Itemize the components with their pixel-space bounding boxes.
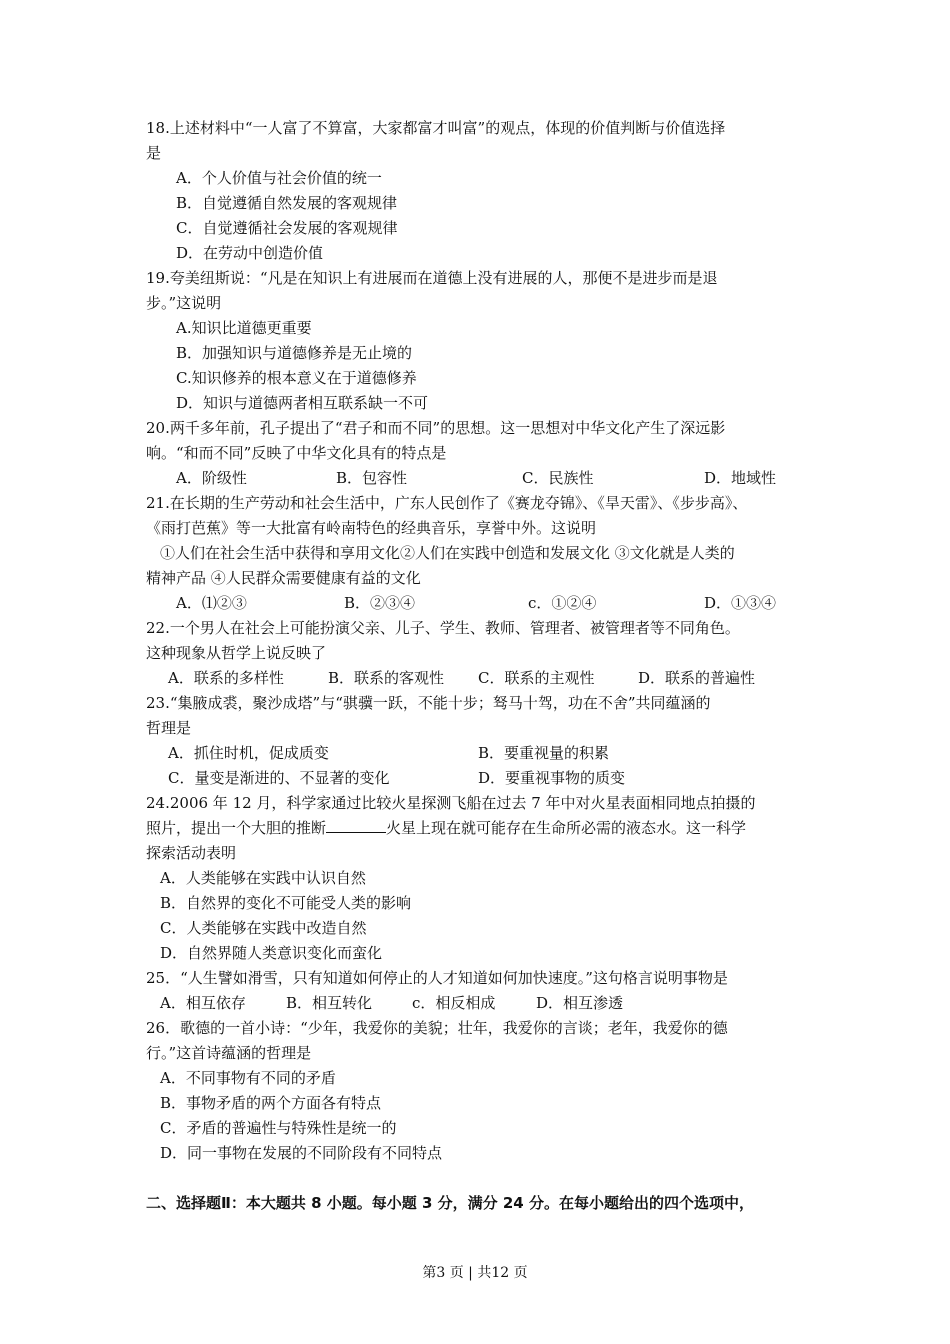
q18-option-b: B．自觉遵循自然发展的客观规律 [176, 194, 398, 212]
q23-option-a: A．抓住时机，促成质变 [168, 744, 329, 762]
q18-option-a: A．个人价值与社会价值的统一 [176, 169, 382, 187]
q25-stem-line1: 25．“人生譬如滑雪，只有知道如何停止的人才知道如何加快速度。”这句格言说明事物是 [146, 969, 728, 987]
q24-option-a: A．人类能够在实践中认识自然 [160, 869, 366, 887]
q20-stem-line2: 响。“和而不同”反映了中华文化具有的特点是 [146, 444, 447, 462]
q26-option-c: C．矛盾的普遍性与特殊性是统一的 [160, 1119, 397, 1137]
q22-option-c: C．联系的主观性 [478, 669, 595, 687]
q20-stem-line1: 20.两千多年前，孔子提出了“君子和而不同”的思想。这一思想对中华文化产生了深远影 [146, 419, 726, 437]
q23-option-c: C．量变是渐进的、不显著的变化 [168, 769, 390, 787]
q19-option-b: B．加强知识与道德修养是无止境的 [176, 344, 413, 362]
q24-option-d: D．自然界随人类意识变化而蛮化 [160, 944, 383, 962]
q26-option-a: A．不同事物有不同的矛盾 [160, 1069, 336, 1087]
q26-stem-line1: 26．歌德的一首小诗：“少年，我爱你的美貌；壮年，我爱你的言谈；老年，我爱你的德 [146, 1019, 728, 1037]
q24-stem-line2 [146, 817, 746, 839]
q23-stem-line2: 哲理是 [146, 719, 192, 737]
q23-option-d: D．要重视事物的质变 [478, 769, 626, 787]
q19-stem-line2: 步。”这说明 [146, 294, 222, 312]
q24-option-c: C．人类能够在实践中改造自然 [160, 919, 367, 937]
q20-option-b: B．包容性 [336, 469, 408, 487]
q25-option-a: A．相互依存 [160, 994, 246, 1012]
q20-option-d: D．地域性 [704, 469, 777, 487]
q19-option-d: D．知识与道德两者相互联系缺一不可 [176, 394, 429, 412]
q21-option-b: B．②③④ [344, 594, 416, 612]
q21-stem-line4: 精神产品 ④人民群众需要健康有益的文化 [146, 569, 421, 587]
q23-stem-line1: 23.“集腋成裘，聚沙成塔”与“骐骥一跃，不能十步；驽马十驾，功在不舍”共同蕴涵的 [146, 694, 711, 712]
q21-option-d: D．①③④ [704, 594, 777, 612]
q24-answer-blank [326, 818, 386, 833]
q24-stem-line1: 24.2006 年 12 月，科学家通过比较火星探测飞船在过去 7 年中对火星表面相同地点拍摄的 [146, 794, 756, 812]
q19-stem-line1: 19.夸美纽斯说：“凡是在知识上有进展而在道德上没有进展的人，那便不是进步而是退 [146, 269, 718, 287]
q18-option-d: D．在劳动中创造价值 [176, 244, 324, 262]
section-2-heading: 二、选择题Ⅱ：本大题共 8 小题。每小题 3 分，满分 24 分。在每小题给出的四个选项中， [146, 1194, 754, 1212]
q24-stem-line2-part1: 照片，提出一个大胆的推断 [146, 819, 327, 837]
q22-option-b: B．联系的客观性 [328, 669, 445, 687]
q25-option-c: c．相反相成 [412, 994, 496, 1012]
q25-option-b: B．相互转化 [286, 994, 373, 1012]
q25-option-d: D．相互渗透 [536, 994, 624, 1012]
q20-option-a: A．阶级性 [176, 469, 247, 487]
q22-option-d: D．联系的普遍性 [638, 669, 756, 687]
q22-option-a: A．联系的多样性 [168, 669, 284, 687]
q19-option-a: A.知识比道德更重要 [176, 319, 312, 337]
q23-option-b: B．要重视量的积累 [478, 744, 610, 762]
page-footer: 第3 页 | 共12 页 [422, 1265, 528, 1281]
q20-option-c: C．民族性 [522, 469, 594, 487]
q18-stem-line1: 18.上述材料中“一人富了不算富，大家都富才叫富”的观点，体现的价值判断与价值选择 [146, 119, 726, 137]
q19-option-c: C.知识修养的根本意义在于道德修养 [176, 369, 417, 387]
q26-option-b: B．事物矛盾的两个方面各有特点 [160, 1094, 382, 1112]
q24-stem-line2-part2: 火星上现在就可能存在生命所必需的液态水。这一科学 [386, 819, 747, 837]
q18-option-c: C．自觉遵循社会发展的客观规律 [176, 219, 398, 237]
q21-stem-line2: 《雨打芭蕉》等一大批富有岭南特色的经典音乐，享誉中外。这说明 [146, 519, 597, 537]
q24-stem-line3: 探索活动表明 [146, 844, 237, 862]
q26-stem-line2: 行。”这首诗蕴涵的哲理是 [146, 1044, 312, 1062]
q21-option-a: A．⑴②③ [176, 594, 247, 612]
q22-stem-line2: 这种现象从哲学上说反映了 [146, 644, 327, 662]
q21-stem-line3: ①人们在社会生活中获得和享用文化②人们在实践中创造和发展文化 ③文化就是人类的 [160, 544, 735, 562]
q24-option-b: B．自然界的变化不可能受人类的影响 [160, 894, 412, 912]
q26-option-d: D．同一事物在发展的不同阶段有不同特点 [160, 1144, 443, 1162]
q21-option-c: c．①②④ [528, 594, 597, 612]
q22-stem-line1: 22.一个男人在社会上可能扮演父亲、儿子、学生、教师、管理者、被管理者等不同角色。 [146, 619, 740, 637]
q18-stem-line2: 是 [146, 144, 162, 162]
q21-stem-line1: 21.在长期的生产劳动和社会生活中，广东人民创作了《赛龙夺锦》、《旱天雷》、《步步高》、 [146, 494, 748, 512]
